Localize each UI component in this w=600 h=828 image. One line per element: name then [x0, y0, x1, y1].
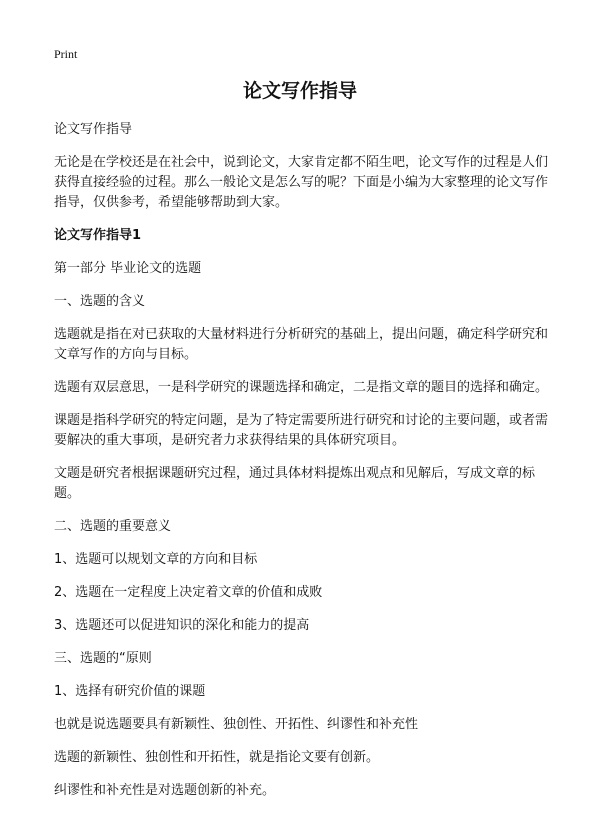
- paragraph: 文题是研究者根据课题研究过程，通过具体材料提炼出观点和见解后，写成文章的标题。: [54, 466, 536, 501]
- paragraph: 选题有双层意思，一是科学研究的课题选择和确定，二是指文章的题目的选择和确定。: [54, 380, 549, 395]
- document-title: 论文写作指导: [242, 80, 357, 102]
- paragraph: 三、选题的“原则: [54, 651, 152, 666]
- paragraph: 一、选题的含义: [54, 294, 146, 309]
- paragraph: 2、选题在一定程度上决定着文章的价值和成败: [54, 585, 323, 600]
- paragraph: 选题就是指在对已获取的大量材料进行分析研究的基础上，提出问题，确定科学研究和文章写作的方向与目标。: [54, 327, 549, 362]
- paragraph: 课题是指科学研究的特定问题，是为了特定需要所进行研究和讨论的主要问题，或者需要解决的重大事项，是研究者力求获得结果的具体研究项目。: [54, 413, 549, 448]
- print-link[interactable]: Print: [54, 47, 78, 61]
- paragraph: 论文写作指导: [54, 122, 133, 137]
- paragraph: 3、选题还可以促进知识的深化和能力的提高: [54, 618, 310, 633]
- paragraph: 1、选题可以规划文章的方向和目标: [54, 552, 258, 567]
- intro-paragraph: 无论是在学校还是在社会中，说到论文，大家肯定都不陌生吧，论文写作的过程是人们获得直接经验的过程。那么一般论文是怎么写的呢？下面是小编为大家整理的论文写作指导，仅供参考，希望能够帮助到大家。: [54, 155, 549, 210]
- paragraph: 纠谬性和补充性是对选题创新的补充。: [54, 783, 276, 798]
- paragraph: 也就是说选题要具有新颖性、独创性、开拓性、纠谬性和补充性: [54, 717, 419, 732]
- paragraph: 第一部分 毕业论文的选题: [54, 261, 202, 276]
- section-heading: 论文写作指导1: [54, 228, 142, 243]
- paragraph: 1、选择有研究价值的课题: [54, 684, 206, 699]
- paragraph: 二、选题的重要意义: [54, 519, 172, 534]
- document-body: [54, 120, 550, 814]
- paragraph: 选题的新颖性、独创性和开拓性，就是指论文要有创新。: [54, 750, 380, 765]
